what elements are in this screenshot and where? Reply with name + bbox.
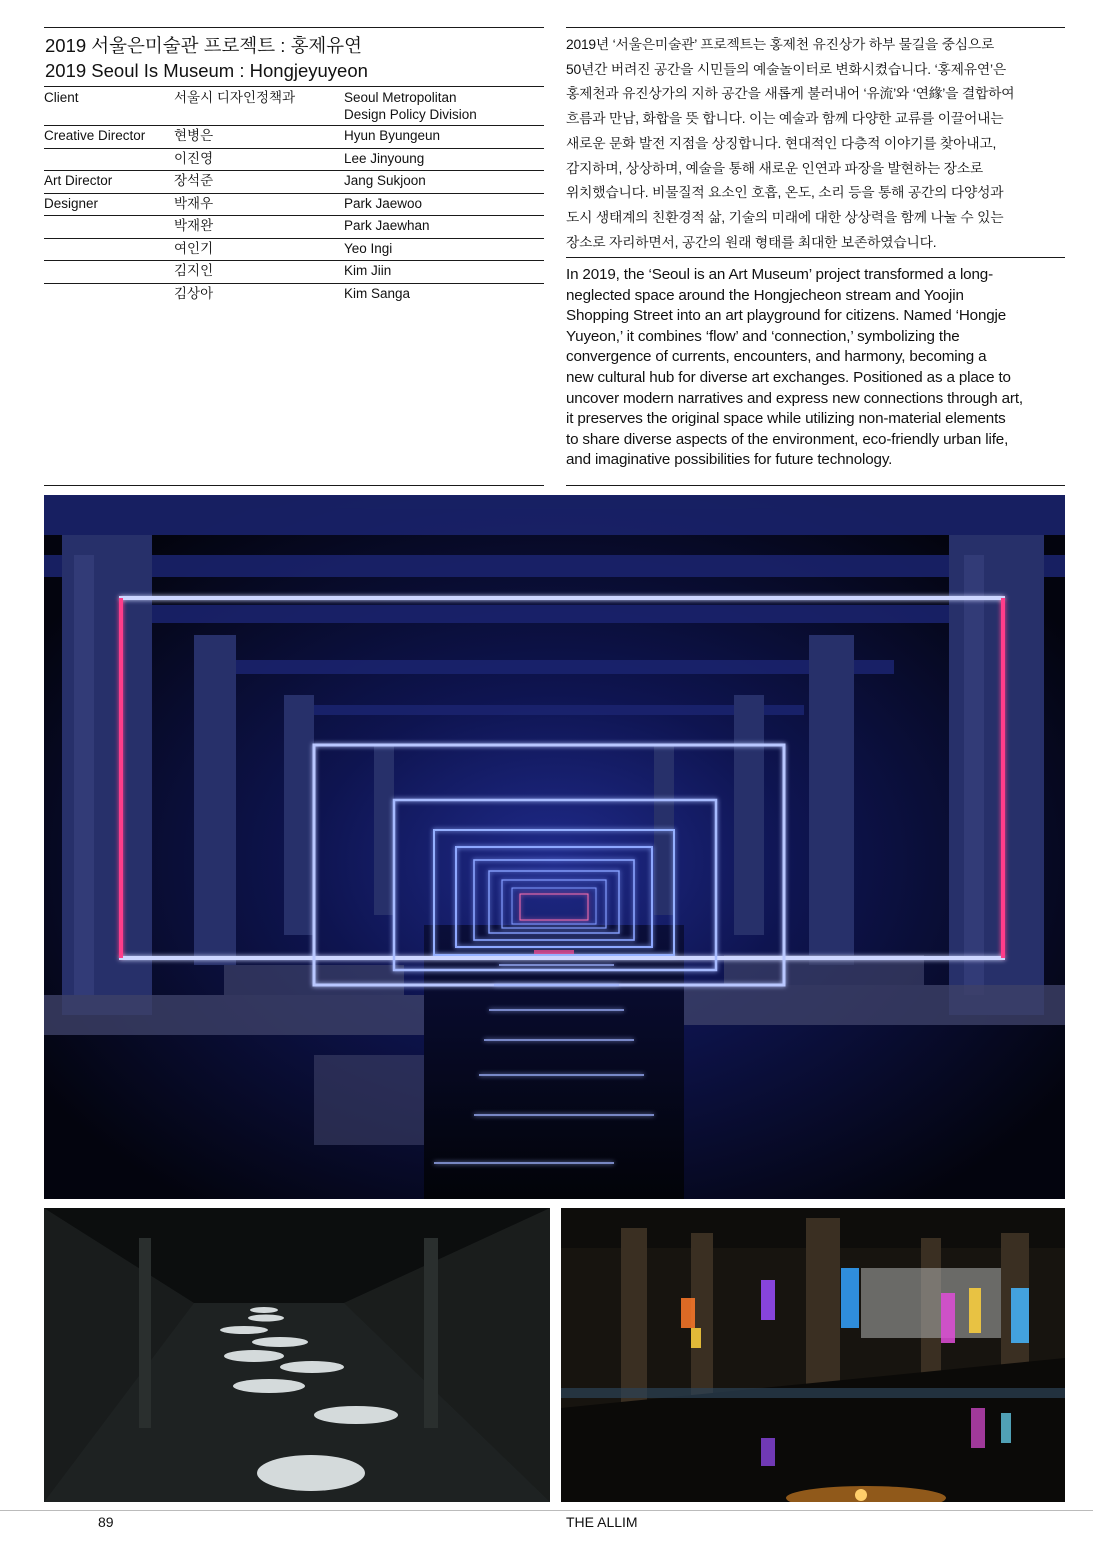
main-photo-neon-tunnel bbox=[44, 495, 1065, 1199]
credit-row bbox=[44, 261, 544, 284]
credit-name-ko: 이진영 bbox=[174, 151, 214, 166]
description-ko-line: 장소로 자리하면서, 공간의 원래 형태를 최대한 보존하였습니다. bbox=[566, 234, 937, 250]
photo-light-circles bbox=[44, 1208, 550, 1502]
credit-name-en: Kim Jiin bbox=[344, 263, 392, 278]
credit-name-en: Kim Sanga bbox=[344, 286, 411, 301]
credit-name-ko: 현병은 bbox=[174, 128, 214, 143]
description-ko bbox=[566, 33, 1064, 255]
description-en-line: it preserves the original space while utilizing non-material elements bbox=[566, 410, 1006, 428]
description-ko-line: 감지하며, 상상하며, 예술을 통해 새로운 인연과 파장을 발현하는 장소로 bbox=[566, 160, 984, 176]
credit-row bbox=[44, 149, 544, 171]
credit-row bbox=[44, 88, 544, 126]
credit-name-en: Seoul Metropolitan Design Policy Division bbox=[344, 90, 477, 122]
description-ko-line: 도시 생태계의 친환경적 삶, 기술의 미래에 대한 상상력을 함께 나눌 수 있는 bbox=[566, 209, 1004, 225]
description-ko-line: 위치했습니다. 비물질적 요소인 호흡, 온도, 소리 등을 통해 공간의 다양성과 bbox=[566, 185, 1004, 201]
photo-color-projections bbox=[561, 1208, 1065, 1502]
description-en-line: new cultural hub for diverse art exchanges. Positioned as a place to bbox=[566, 368, 1011, 386]
description-ko-line: 흐름과 만남, 화합을 뜻 합니다. 이는 예술과 함께 다양한 교류를 이끌어내는 bbox=[566, 111, 1004, 127]
credit-name-en: Lee Jinyoung bbox=[344, 151, 425, 166]
credit-name-ko: 김상아 bbox=[174, 286, 214, 301]
credit-row bbox=[44, 126, 544, 149]
description-en-line: neglected space around the Hongjecheon stream and Yoojin bbox=[566, 286, 964, 304]
credit-role: Client bbox=[44, 90, 79, 105]
credit-role: Designer bbox=[44, 196, 99, 211]
credit-name-ko: 여인기 bbox=[174, 241, 214, 256]
title-rule bbox=[44, 86, 544, 87]
credit-name-ko: 김지인 bbox=[174, 263, 214, 278]
credit-name-en: Park Jaewhan bbox=[344, 218, 430, 233]
credit-row bbox=[44, 194, 544, 216]
top-rule-right bbox=[566, 27, 1065, 28]
description-ko-line: 50년간 버려진 공간을 시민들의 예술놀이터로 변화시켰습니다. ‘홍제유연’은 bbox=[566, 61, 1006, 77]
description-divider bbox=[566, 257, 1065, 258]
footer-rule bbox=[0, 1510, 1093, 1511]
description-ko-line: 2019년 ‘서울은미술관’ 프로젝트는 홍제천 유진상가 하부 물길을 중심으로 bbox=[566, 37, 995, 52]
description-en-line: Shopping Street into an art playground for citizens. Named ‘Hongje bbox=[566, 307, 1007, 325]
credits-table bbox=[44, 88, 544, 306]
publication-name: THE ALLIM bbox=[566, 1514, 638, 1530]
description-en-line: to share diverse aspects of the environment, eco-friendly urban life, bbox=[566, 430, 1009, 448]
project-title-ko: 2019 서울은미술관 프로젝트 : 홍제유연 bbox=[45, 35, 363, 56]
top-rule-left bbox=[44, 27, 544, 28]
credit-name-en: Yeo Ingi bbox=[344, 241, 393, 256]
credit-row bbox=[44, 216, 544, 239]
credit-name-ko: 박재완 bbox=[174, 218, 214, 233]
credit-row bbox=[44, 171, 544, 194]
description-en-line: uncover modern narratives and express new connections through art, bbox=[566, 389, 1023, 407]
credit-name-en: Hyun Byungeun bbox=[344, 128, 441, 143]
credit-name-ko: 장석준 bbox=[174, 173, 214, 188]
text-bottom-rule-left bbox=[44, 485, 544, 486]
description-en-line: Yuyeon,’ it combines ‘flow’ and ‘connection,’ symbolizing the bbox=[566, 327, 960, 345]
credit-role: Creative Director bbox=[44, 128, 146, 143]
description-ko-line: 홍제천과 유진상가의 지하 공간을 새롭게 불러내어 ‘유流’와 ‘연緣’을 결합하여 bbox=[566, 86, 1015, 102]
description-en-line: convergence of currents, encounters, and harmony, becoming a bbox=[566, 348, 987, 366]
project-title-en: 2019 Seoul Is Museum : Hongjeyuyeon bbox=[45, 60, 368, 81]
page-number: 89 bbox=[98, 1514, 114, 1530]
text-bottom-rule-right bbox=[566, 485, 1065, 486]
credit-row bbox=[44, 284, 544, 306]
credit-name-en: Jang Sukjoon bbox=[344, 173, 426, 188]
description-en bbox=[566, 265, 1064, 471]
credit-row bbox=[44, 239, 544, 261]
description-en-line: In 2019, the ‘Seoul is an Art Museum’ project transformed a long- bbox=[566, 266, 993, 283]
credit-name-ko: 박재우 bbox=[174, 196, 214, 211]
description-en-line: and imaginative possibilities for future technology. bbox=[566, 451, 893, 469]
description-ko-line: 새로운 문화 발전 지점을 상징합니다. 현대적인 다층적 이야기를 찾아내고, bbox=[566, 135, 997, 151]
credit-role: Art Director bbox=[44, 173, 113, 188]
credit-name-ko: 서울시 디자인정책과 bbox=[174, 90, 296, 105]
credit-name-en: Park Jaewoo bbox=[344, 196, 423, 211]
